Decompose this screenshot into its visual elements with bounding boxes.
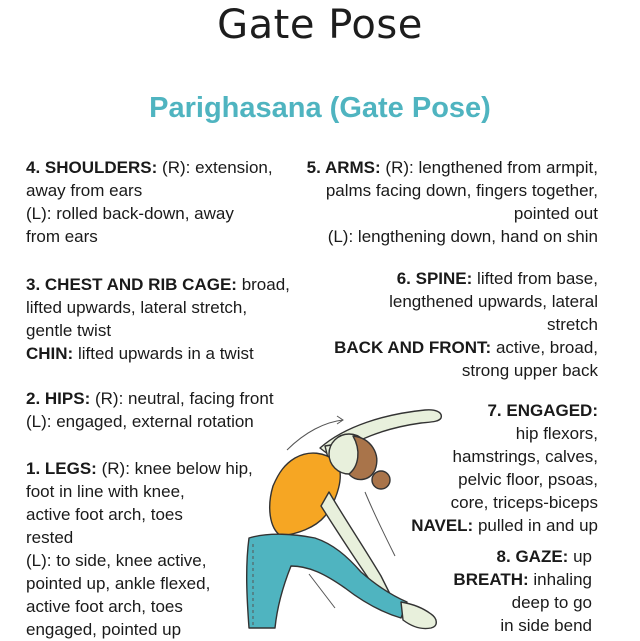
engaged-line-3: pelvic floor, psoas,	[458, 470, 598, 489]
legs-line-3: active foot arch, toes	[26, 505, 183, 524]
spine-line-1: lifted from base,	[477, 269, 598, 288]
hips-label: 2. HIPS:	[26, 389, 91, 408]
hips-line-1: (R): neutral, facing front	[94, 389, 274, 408]
gaze-label: 8. GAZE:	[496, 547, 569, 566]
chin-text: lifted upwards in a twist	[77, 344, 254, 363]
arms-line-4: (L): lengthening down, hand on shin	[327, 227, 598, 246]
shoulders-line-2: away from ears	[26, 181, 143, 200]
legs-line-4: rested	[26, 528, 74, 547]
legs-line-2: foot in line with knee,	[26, 482, 185, 501]
arms-label: 5. ARMS:	[306, 158, 381, 177]
spine-label: 6. SPINE:	[396, 269, 473, 288]
chin-label: CHIN:	[26, 344, 74, 363]
legs-line-8: engaged, pointed up	[26, 620, 182, 639]
gaze-line-3: in side bend	[500, 616, 592, 635]
spine-line-3: stretch	[546, 315, 598, 334]
legs-line-6: pointed up, ankle flexed,	[26, 574, 211, 593]
engaged-label: 7. ENGAGED:	[487, 401, 598, 420]
hips-line-2: (L): engaged, external rotation	[26, 412, 254, 431]
shoulders-line-3: (L): rolled back-down, away	[26, 204, 234, 223]
arms-line-1: (R): lengthened from armpit,	[385, 158, 598, 177]
chest-line-1: broad,	[241, 275, 290, 294]
arms-section	[307, 156, 598, 248]
back-front-label: BACK AND FRONT:	[334, 338, 492, 357]
back-front-text: active, broad,	[495, 338, 598, 357]
engaged-line-4: core, triceps-biceps	[450, 493, 598, 512]
engaged-line-1: hip flexors,	[515, 424, 598, 443]
gate-pose-figure	[225, 396, 450, 640]
chest-section	[26, 273, 290, 365]
breath-label: BREATH:	[453, 570, 529, 589]
spine-line-2: lengthened upwards, lateral	[389, 292, 598, 311]
chest-label: 3. CHEST AND RIB CAGE:	[26, 275, 237, 294]
engaged-line-2: hamstrings, calves,	[452, 447, 598, 466]
legs-section	[26, 457, 253, 641]
gaze-line-2: deep to go	[511, 593, 592, 612]
spine-line-4: strong upper back	[461, 361, 598, 380]
navel-text: pulled in and up	[477, 516, 598, 535]
spine-section	[334, 267, 598, 382]
arms-line-3: pointed out	[513, 204, 598, 223]
breath-text: inhaling	[533, 570, 592, 589]
shoulders-section	[26, 156, 273, 248]
pose-subtitle: Parighasana (Gate Pose)	[149, 92, 491, 124]
gaze-line-1: up	[573, 547, 592, 566]
shoulders-line-1: (R): extension,	[162, 158, 273, 177]
page-title: Gate Pose	[217, 2, 423, 48]
legs-line-7: active foot arch, toes	[26, 597, 183, 616]
gaze-section	[453, 545, 592, 637]
legs-label: 1. LEGS:	[26, 459, 97, 478]
shoulders-label: 4. SHOULDERS:	[26, 158, 158, 177]
legs-line-5: (L): to side, knee active,	[26, 551, 207, 570]
navel-label: NAVEL:	[411, 516, 474, 535]
shoulders-line-4: from ears	[26, 227, 98, 246]
legs-line-1: (R): knee below hip,	[101, 459, 253, 478]
chest-line-2: lifted upwards, lateral stretch,	[26, 298, 248, 317]
chest-line-3: gentle twist	[26, 321, 112, 340]
arms-line-2: palms facing down, fingers together,	[325, 181, 598, 200]
